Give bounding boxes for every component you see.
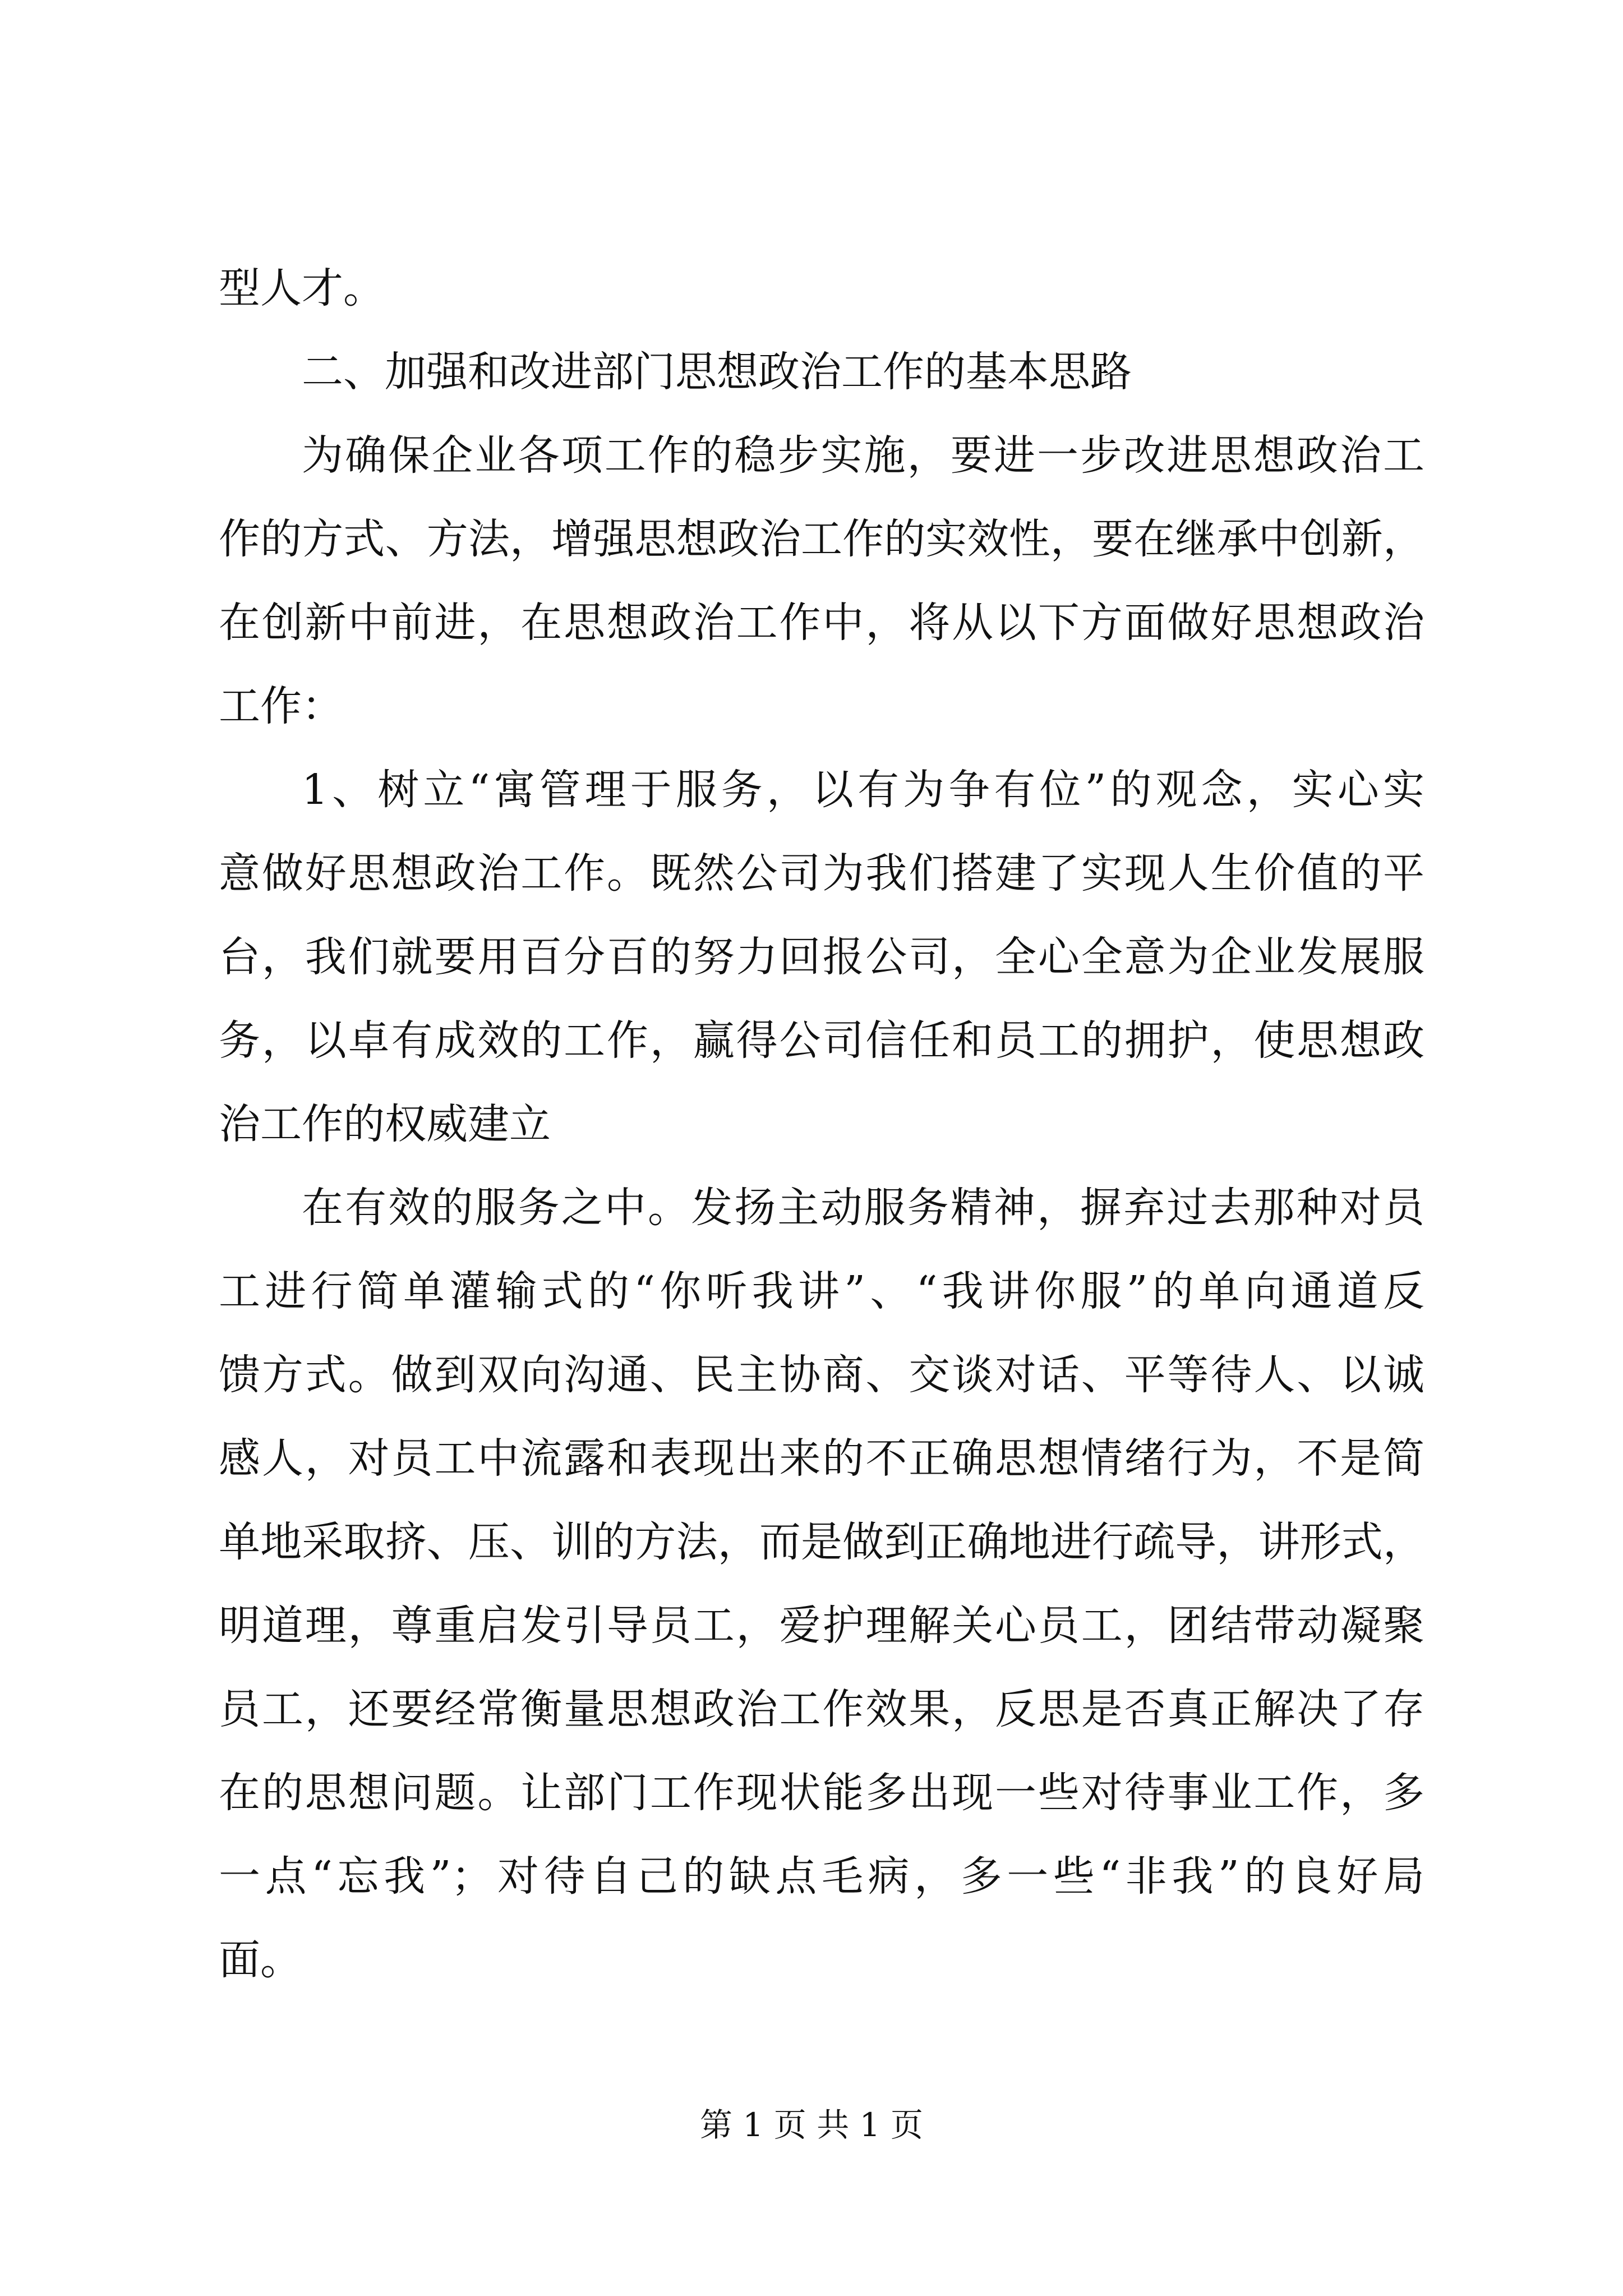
text-line: 型人才。 xyxy=(219,264,385,312)
text-line: 意做好思想政治工作。既然公司为我们搭建了实现人生价值的平 xyxy=(219,849,1424,898)
text-line: 1、树立“寓管理于服务，以有为争有位”的观念，实心实 xyxy=(302,766,1424,814)
text-line: 单地采取挤、压、训的方法，而是做到正确地进行疏导，讲形式， xyxy=(219,1518,1424,1566)
text-line: 在创新中前进，在思想政治工作中，将从以下方面做好思想政治 xyxy=(219,599,1424,647)
text-line: 一点“忘我”；对待自己的缺点毛病，多一些“非我”的良好局 xyxy=(219,1852,1424,1901)
text-line: 工进行简单灌输式的“你听我讲”、“我讲你服”的单向通道反 xyxy=(219,1267,1424,1315)
text-line: 台，我们就要用百分百的努力回报公司，全心全意为企业发展服 xyxy=(219,933,1424,981)
text-line: 面。 xyxy=(219,1936,302,1984)
text-line: 明道理，尊重启发引导员工，爱护理解关心员工，团结带动凝聚 xyxy=(219,1602,1424,1650)
text-line: 务，以卓有成效的工作，赢得公司信任和员工的拥护，使思想政 xyxy=(219,1016,1424,1065)
text-line: 感人，对员工中流露和表现出来的不正确思想情绪行为，不是简 xyxy=(219,1434,1424,1483)
document-body xyxy=(219,247,1424,2002)
text-line: 馈方式。做到双向沟通、民主协商、交谈对话、平等待人、以诚 xyxy=(219,1351,1424,1399)
text-line: 员工，还要经常衡量思想政治工作效果，反思是否真正解决了存 xyxy=(219,1685,1424,1733)
text-line: 工作： xyxy=(219,682,343,730)
text-line: 二、加强和改进部门思想政治工作的基本思路 xyxy=(302,348,1132,396)
text-line: 在的思想问题。让部门工作现状能多出现一些对待事业工作，多 xyxy=(219,1769,1424,1817)
page-footer: 第 1 页 共 1 页 xyxy=(700,2106,923,2144)
text-line: 治工作的权威建立 xyxy=(219,1100,551,1148)
text-line: 为确保企业各项工作的稳步实施，要进一步改进思想政治工 xyxy=(302,431,1424,480)
text-line: 作的方式、方法，增强思想政治工作的实效性，要在继承中创新， xyxy=(219,515,1424,563)
text-line: 在有效的服务之中。发扬主动服务精神，摒弃过去那种对员 xyxy=(302,1184,1424,1232)
